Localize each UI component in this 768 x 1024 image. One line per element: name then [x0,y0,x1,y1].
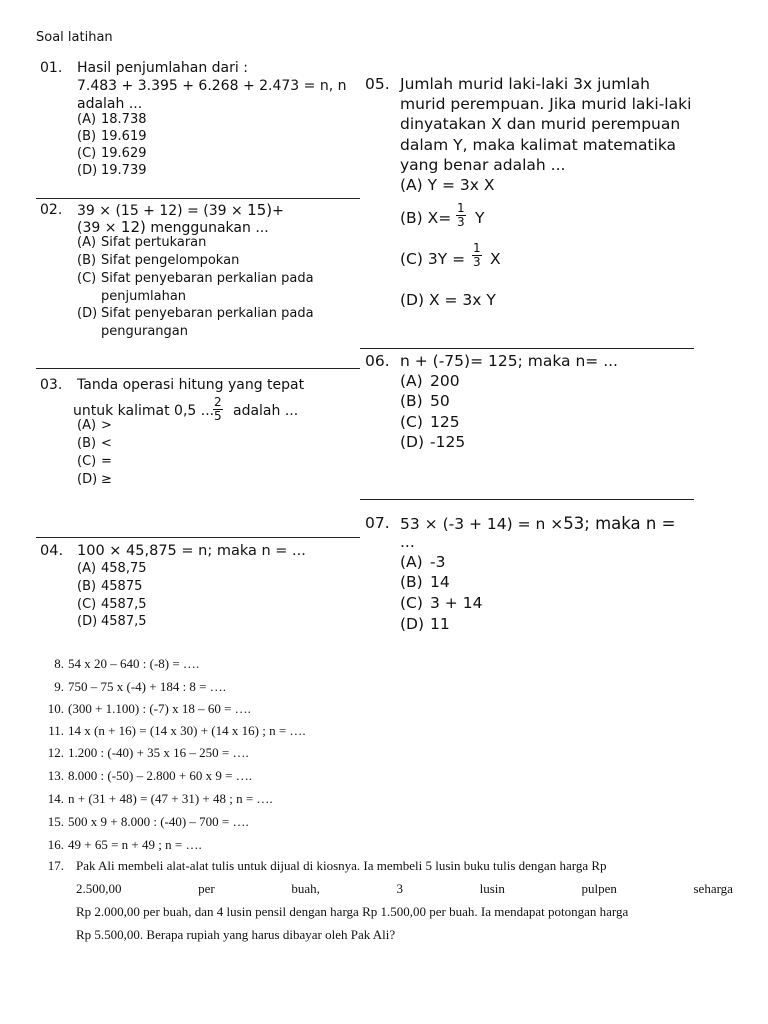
question-number: 05. [365,75,390,93]
option-text: > [101,418,112,433]
option-text: 4587,5 [101,597,147,612]
question-text: 53 × (-3 + 14) = n ×53; maka n = [400,514,676,533]
question-text: adalah ... [233,403,299,419]
question-number: 01. [40,60,63,76]
option-text: 14 [430,573,450,591]
option-text: Sifat pengelompokan [101,253,240,268]
option-text: Sifat penyebaran perkalian pada [101,271,314,286]
question-text: (39 × 12) menggunakan ... [77,218,269,236]
option-text: 50 [430,392,450,410]
option-c-var: X [490,250,501,268]
question-text: adalah ... [77,96,143,112]
option-text: 11 [430,615,450,633]
option-b: (B) X= [400,209,452,227]
list-item: 9. 750 – 75 x (-4) + 184 : 8 = …. [54,679,227,694]
list-item: 12. 1.200 : (-40) + 35 x 16 – 250 = …. [47,745,249,760]
option-label: (B) [77,129,97,144]
fraction: $\frac{2}{5}$ [214,395,222,423]
question-text: 7.483 + 3.395 + 6.268 + 2.473 = n, n [77,78,347,94]
option-label: (A) [400,553,423,571]
option-label: (D) [77,306,98,321]
question-text: Jumlah murid laki-laki 3x jumlah [400,75,650,93]
list-item: 14. n + (31 + 48) = (47 + 31) + 48 ; n = …. [47,791,273,806]
option-text: -3 [430,553,446,571]
option-d: (D) X = 3x Y [400,291,496,309]
option-text: 19.739 [101,163,147,178]
question-text: 100 × 45,875 = n; maka n = ... [77,543,306,559]
option-text: 45875 [101,579,143,594]
fraction: $\frac{1}{3}$ [473,241,481,269]
option-label: (A) [77,418,97,433]
question-number: 02. [40,202,63,218]
option-label: (D) [77,472,98,487]
option-text: Sifat penyebaran perkalian pada [101,306,314,321]
option-label: (D) [77,163,98,178]
divider [36,198,360,199]
list-item: 15. 500 x 9 + 8.000 : (-40) – 700 = …. [47,814,249,829]
option-label: (C) [77,454,97,469]
option-label: (B) [400,573,423,591]
question-text: murid perempuan. Jika murid laki-laki [400,95,692,113]
paragraph-line: 2.500,00 per buah, 3 lusin pulpen seharga [76,881,733,896]
fraction: $\frac{1}{3}$ [457,201,465,229]
question-text: dinyatakan X dan murid perempuan [400,115,681,133]
option-text: ≥ [101,472,112,487]
list-item: 16. 49 + 65 = n + 49 ; n = …. [47,837,202,852]
option-text: 125 [430,413,460,431]
option-text: -125 [430,433,466,451]
paragraph-line: Pak Ali membeli alat-alat tulis untuk dijual di kiosnya. Ia membeli 5 lusin buku tulis dengan harga Rp [76,858,607,873]
option-text: 18.738 [101,112,147,127]
option-label: (A) [77,561,97,576]
option-label: (D) [400,615,425,633]
option-text: 3 + 14 [430,594,483,612]
option-text: < [101,436,112,451]
option-label: (D) [400,433,425,451]
option-label: (A) [77,235,97,250]
question-number: 07. [365,514,390,532]
option-text: 200 [430,372,460,390]
option-label: (C) [77,597,97,612]
divider [36,368,360,369]
option-label: (C) [77,146,97,161]
option-text: = [101,454,112,469]
option-label: (C) [400,594,423,612]
question-text: Tanda operasi hitung yang tepat [77,377,305,393]
question-text: n + (-75)= 125; maka n= ... [400,352,618,370]
question-text: untuk kalimat 0,5 ... [73,403,215,419]
option-label: (B) [77,253,97,268]
question-text: Hasil penjumlahan dari : [77,60,248,76]
question-text: dalam Y, maka kalimat matematika [400,136,677,154]
question-number: 06. [365,352,390,370]
option-text: pengurangan [101,324,188,339]
list-item: 8. 54 x 20 – 640 : (-8) = …. [54,656,200,671]
question-number: 03. [40,377,63,393]
option-text: penjumlahan [101,289,187,304]
option-text: 4587,5 [101,614,147,629]
question-number: 04. [40,543,64,559]
option-label: (C) [77,271,97,286]
option-b-var: Y [475,209,485,227]
question-text: ... [400,533,415,551]
option-label: (D) [77,614,98,629]
question-text: yang benar adalah ... [400,156,566,174]
list-item: 13. 8.000 : (-50) – 2.800 + 60 x 9 = …. [47,768,253,783]
option-label: (A) [400,372,423,390]
question-text: 39 × (15 + 12) = (39 × 15)+ [77,201,284,219]
list-item: 11. 14 x (n + 16) = (14 x 30) + (14 x 16) ; n = …. [48,723,306,738]
option-text: 19.619 [101,129,147,144]
option-label: (B) [77,436,97,451]
option-label: (C) [400,413,423,431]
option-label: (B) [77,579,97,594]
divider [36,537,360,538]
paragraph-line: Rp 2.000,00 per buah, dan 4 lusin pensil dengan harga Rp 1.500,00 per buah. Ia mendapat potongan harga [76,904,629,919]
option-text: 458,75 [101,561,147,576]
option-c: (C) 3Y = [400,250,466,268]
divider [360,499,694,500]
divider [360,348,694,349]
question-number: 17. [47,858,64,873]
list-item: 10. (300 + 1.100) : (-7) x 18 – 60 = …. [47,701,251,716]
option-label: (A) [77,112,97,127]
option-text: Sifat pertukaran [101,235,207,250]
page-title: Soal latihan [36,30,113,45]
option-text: 19.629 [101,146,147,161]
paragraph-line: Rp 5.500,00. Berapa rupiah yang harus dibayar oleh Pak Ali? [76,927,396,942]
option-label: (B) [400,392,423,410]
option-a: (A) Y = 3x X [400,176,495,194]
question-paragraph [76,854,733,946]
